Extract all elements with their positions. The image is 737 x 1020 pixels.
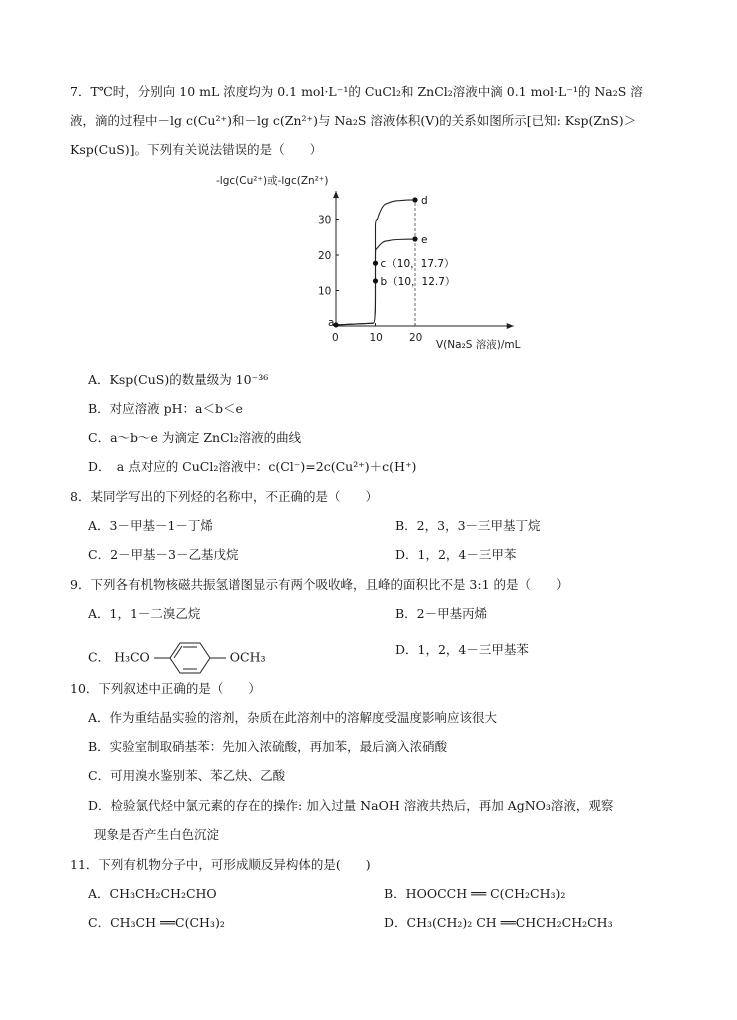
q9-option-c bbox=[88, 640, 266, 676]
q11-option-a: A．CH₃CH₂CH₂CHO bbox=[88, 886, 217, 901]
q10-stem: 10．下列叙述中正确的是（ ） bbox=[70, 681, 261, 696]
q10-option-b: B．实验室制取硝基苯：先加入浓硫酸，再加苯，最后滴入浓硝酸 bbox=[88, 739, 448, 754]
data-point-label-c: c（10，17.7） bbox=[380, 258, 455, 271]
x-axis-label: V(Na₂S 溶液)/mL bbox=[436, 339, 521, 351]
q10-option-a: A．作为重结晶实验的溶剂，杂质在此溶剂中的溶解度受温度影响应该很大 bbox=[88, 710, 498, 725]
q9-option-a: A．1，1－二溴乙烷 bbox=[88, 606, 201, 621]
y-tick-label: 10 bbox=[318, 285, 332, 298]
q10-option-d: D．检验氯代烃中氯元素的存在的操作: 加入过量 NaOH 溶液共热后，再加 AgNO₃溶液，观察 bbox=[88, 798, 614, 813]
q8-stem: 8．某同学写出的下列烃的名称中，不正确的是（ ） bbox=[70, 489, 378, 504]
q11-option-d: D．CH₃(CH₂)₂ CH ══CHCH₂CH₂CH₃ bbox=[384, 915, 613, 930]
x-axis-arrow-icon bbox=[507, 323, 514, 329]
data-point-label-a: a bbox=[328, 316, 335, 329]
q11-option-c: C．CH₃CH ══C(CH₃)₂ bbox=[88, 915, 225, 930]
q9-option-b: B．2－甲基丙烯 bbox=[395, 606, 488, 621]
data-point-c bbox=[373, 261, 378, 266]
q10-option-c: C．可用溴水鉴别苯、苯乙炔、乙酸 bbox=[88, 768, 286, 783]
q9-stem: 9．下列各有机物核磁共振氢谱图显示有两个吸收峰，且峰的面积比不是 3:1 的是（ ） bbox=[70, 577, 569, 592]
q7-stem-line2: 液，滴的过程中－lg c(Cu²⁺)和－lg c(Zn²⁺)与 Na₂S 溶液体积(V)的关系如图所示[已知: Ksp(ZnS)＞ bbox=[70, 113, 637, 128]
q9-option-d: D．1，2，4－三甲基苯 bbox=[395, 642, 529, 657]
q8-option-d: D．1，2，4－三甲苯 bbox=[395, 547, 517, 562]
y-tick-label: 30 bbox=[318, 214, 332, 227]
q9-option-c-right-group: OCH₃ bbox=[229, 649, 266, 665]
x-tick-label: 20 bbox=[409, 332, 423, 344]
x-tick-label: 0 bbox=[332, 332, 339, 344]
q7-option-c: C．a～b～e 为滴定 ZnCl₂溶液的曲线 bbox=[88, 430, 302, 445]
q11-option-b: B．HOOCCH ══ C(CH₂CH₃)₂ bbox=[384, 886, 566, 901]
titration-chart bbox=[210, 172, 550, 352]
q10-option-d-continued: 现象是否产生白色沉淀 bbox=[94, 827, 220, 842]
y-tick-label: 20 bbox=[318, 250, 332, 262]
x-tick-label: 10 bbox=[369, 332, 383, 344]
data-point-d bbox=[412, 197, 417, 202]
data-point-label-b: b（10，12.7） bbox=[380, 275, 456, 288]
q9-option-c-label: C． bbox=[88, 649, 111, 665]
q9-option-c-left-group: H₃CO bbox=[114, 649, 150, 665]
data-point-e bbox=[412, 236, 417, 241]
y-axis-label: -lgc(Cu²⁺)或-lgc(Zn²⁺) bbox=[216, 175, 329, 187]
q7-option-b: B．对应溶液 pH：a＜b＜e bbox=[88, 401, 243, 416]
q8-option-b: B．2，3，3－三甲基丁烷 bbox=[395, 518, 541, 533]
data-point-label-d: d bbox=[421, 194, 428, 207]
q11-stem: 11．下列有机物分子中，可形成顺反异构体的是( ) bbox=[70, 857, 371, 872]
q7-stem-line1: 7．T℃时，分别向 10 mL 浓度均为 0.1 mol·L⁻¹的 CuCl₂和 ZnCl₂溶液中滴 0.1 mol·L⁻¹的 Na₂S 溶 bbox=[70, 84, 643, 99]
data-point-b bbox=[373, 278, 378, 283]
q8-option-a: A．3－甲基－1－丁烯 bbox=[88, 518, 213, 533]
data-point-label-e: e bbox=[421, 234, 428, 247]
q8-option-c: C．2－甲基－3－乙基戊烷 bbox=[88, 547, 239, 562]
benzene-ring-icon bbox=[154, 640, 226, 676]
q7-option-d: D． a 点对应的 CuCl₂溶液中：c(Cl⁻)=2c(Cu²⁺)＋c(H⁺) bbox=[88, 459, 417, 474]
q7-option-a: A．Ksp(CuS)的数量级为 10⁻³⁶ bbox=[88, 372, 269, 387]
q7-stem-line3: Ksp(CuS)]。下列有关说法错误的是（ ） bbox=[70, 142, 323, 157]
y-axis-arrow-icon bbox=[333, 191, 339, 198]
